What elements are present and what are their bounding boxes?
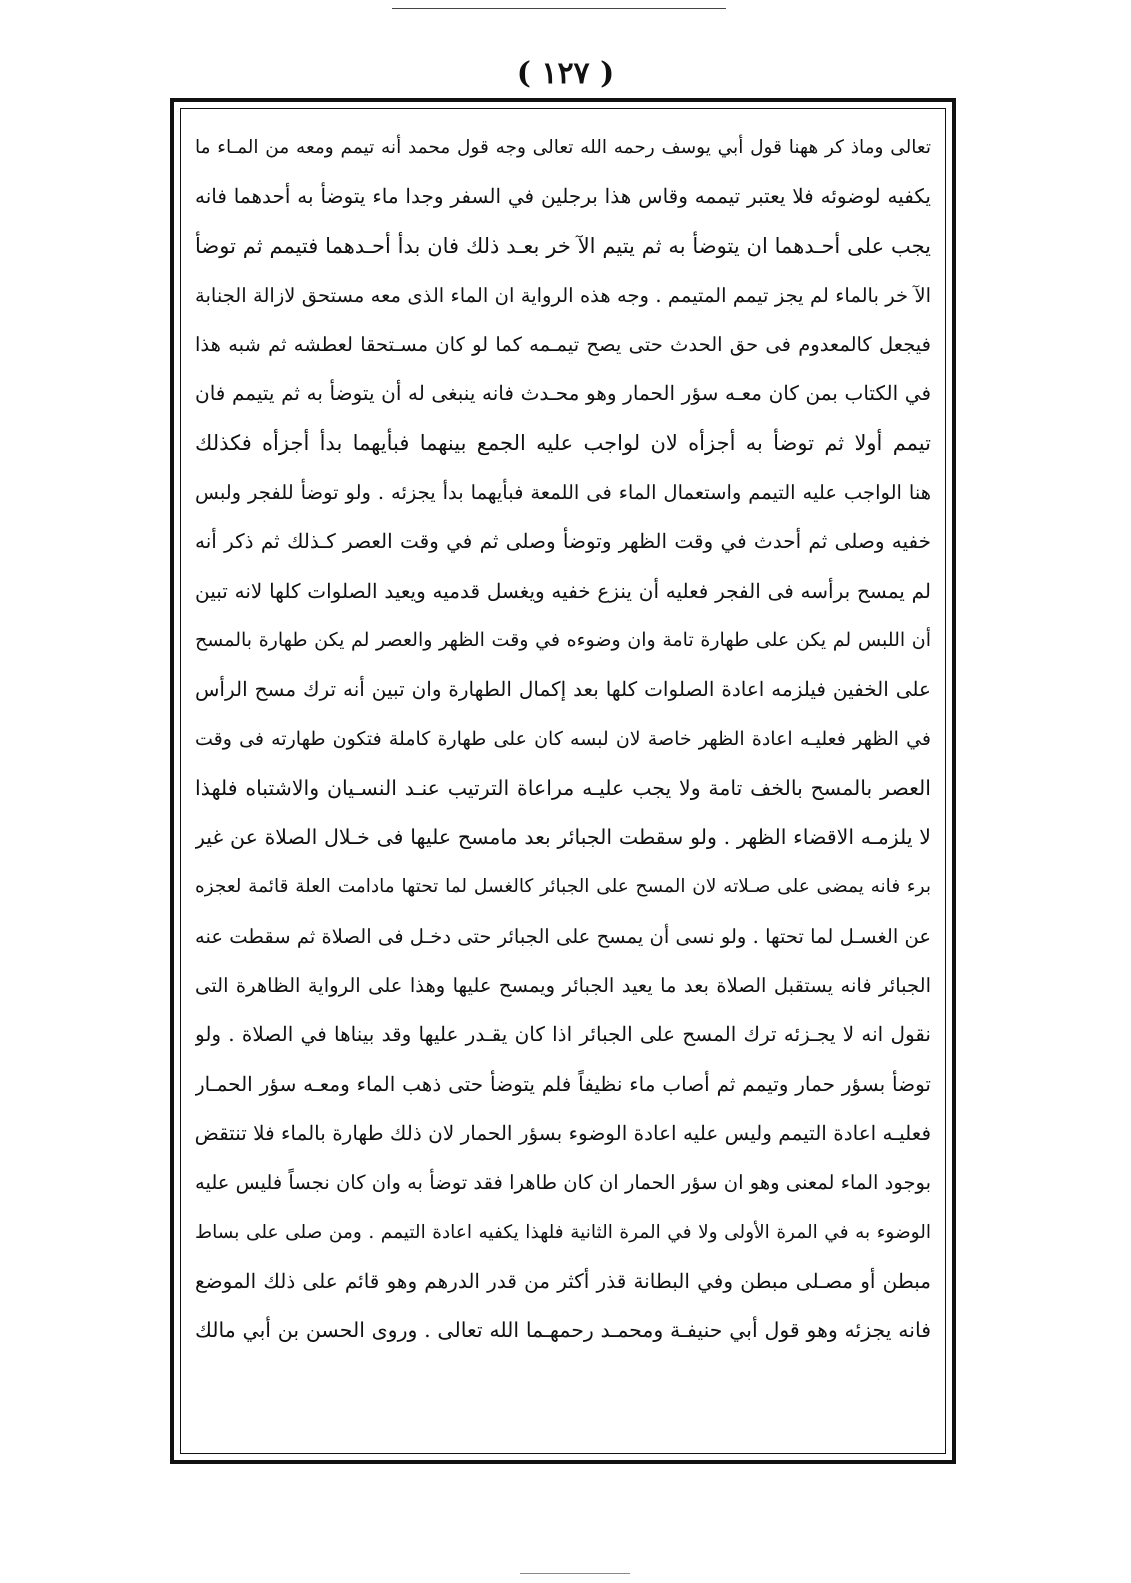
text-line: تعالى وماذ كر ههنا قول أبي يوسف رحمه الله تعالى وجه قول محمد أنه تيمم ومعه من المـاء ما — [195, 137, 931, 158]
text-line: يكفيه لوضوئه فلا يعتبر تيممه وقاس هذا برجلين في السفر وجدا ماء يتوضأ به أحدهما فانه — [195, 184, 931, 209]
text-line: في الكتاب بمن كان معـه سؤر الحمار وهو محـدث فانه ينبغى له أن يتوضأ به ثم يتيمم فان — [195, 381, 931, 406]
page-number: ( ١٢٧ ) — [516, 56, 615, 91]
text-block — [195, 123, 931, 1439]
text-line: على الخفين فيلزمه اعادة الصلوات كلها بعد إكمال الطهارة وان تبين أنه ترك مسح الرأس — [195, 677, 931, 702]
text-line: الآ خر بالماء لم يجز تيمم المتيمم . وجه هذه الرواية ان الماء الذى معه مستحق لازالة الجنابة — [195, 283, 931, 307]
bottom-rule — [520, 1573, 630, 1574]
text-line: توضأ بسؤر حمار وتيمم ثم أصاب ماء نظيفاً فلم يتوضأ حتى ذهب الماء ومعـه سؤر الحمـار — [195, 1071, 931, 1096]
text-line: لا يلزمـه الاقضاء الظهر . ولو سقطت الجبائر بعد مامسح عليها فى خـلال الصلاة عن غير — [195, 825, 931, 850]
text-line: تيمم أولا ثم توضأ به أجزأه لان لواجب عليه الجمع بينهما فبأيهما بدأ أجزأه فكذلك — [195, 430, 931, 455]
text-line: فيجعل كالمعدوم فى حق الحدث حتى يصح تيمـمه كما لو كان مسـتحقا لعطشه ثم شبه هذا — [195, 333, 931, 357]
text-line: برء فانه يمضى على صـلاته لان المسح على الجبائر كالغسل لما تحتها مادامت العلة قائمة لعجزه — [195, 876, 931, 898]
text-frame — [170, 98, 956, 1464]
text-line: فانه يجزئه وهو قول أبي حنيفـة ومحمـد رحمهـما الله تعالى . وروى الحسن بن أبي مالك — [195, 1318, 931, 1343]
text-line: مبطن أو مصـلى مبطن وفي البطانة قذر أكثر من قدر الدرهم وهو قائم على ذلك الموضع — [195, 1268, 931, 1293]
text-line: في الظهر فعليـه اعادة الظهر خاصة لان لبسه كان على طهارة كاملة فتكون طهارته فى وقت — [195, 727, 931, 750]
text-frame-inner — [180, 108, 946, 1454]
text-line: العصر بالمسح بالخف تامة ولا يجب عليـه مراعاة الترتيب عنـد النسـيان والاشتباه فلهذا — [195, 775, 931, 800]
text-line: هنا الواجب عليه التيمم واستعمال الماء فى اللمعة فبأيهما بدأ يجزئه . ولو توضأ للفجر ولبس — [195, 481, 931, 505]
text-line: فعليـه اعادة التيمم وليس عليه اعادة الوضوء بسؤر الحمار لان ذلك طهارة بالماء فلا تنتقض — [195, 1120, 931, 1145]
text-line: يجب على أحـدهما ان يتوضأ به ثم يتيم الآ خر بعـد ذلك فان بدأ أحـدهما فتيمم ثم توضأ — [195, 233, 931, 258]
text-line: أن اللبس لم يكن على طهارة تامة وان وضوءه في وقت الظهر والعصر لم يكن طهارة بالمسح — [195, 628, 931, 651]
text-line: الجبائر فانه يستقبل الصلاة بعد ما يعيد الجبائر ويمسح عليها وهذا على الرواية الظاهرة التى — [195, 974, 931, 998]
text-line: عن الغسـل لما تحتها . ولو نسى أن يمسح على الجبائر حتى دخـل فى الصلاة ثم سقطت عنه — [195, 924, 931, 948]
text-line: بوجود الماء لمعنى وهو ان سؤر الحمار ان كان طاهرا فقد توضأ به وان كان نجساً فليس عليه — [195, 1171, 931, 1195]
top-rule — [392, 8, 726, 9]
text-line: خفيه وصلى ثم أحدث في وقت الظهر وتوضأ وصلى ثم في وقت العصر كـذلك ثم ذكر أنه — [195, 529, 931, 554]
text-line: لم يمسح برأسه فى الفجر فعليه أن ينزع خفيه ويغسل قدميه ويعيد الصلوات كلها لانه تبين — [195, 578, 931, 603]
text-line: الوضوء به في المرة الأولى ولا في المرة الثانية فلهذا يكفيه اعادة التيمم . ومن صلى على بساط — [195, 1221, 931, 1243]
text-line: نقول انه لا يجـزئه ترك المسح على الجبائر اذا كان يقـدر عليها وقد بيناها في الصلاة . ولو — [195, 1022, 931, 1047]
